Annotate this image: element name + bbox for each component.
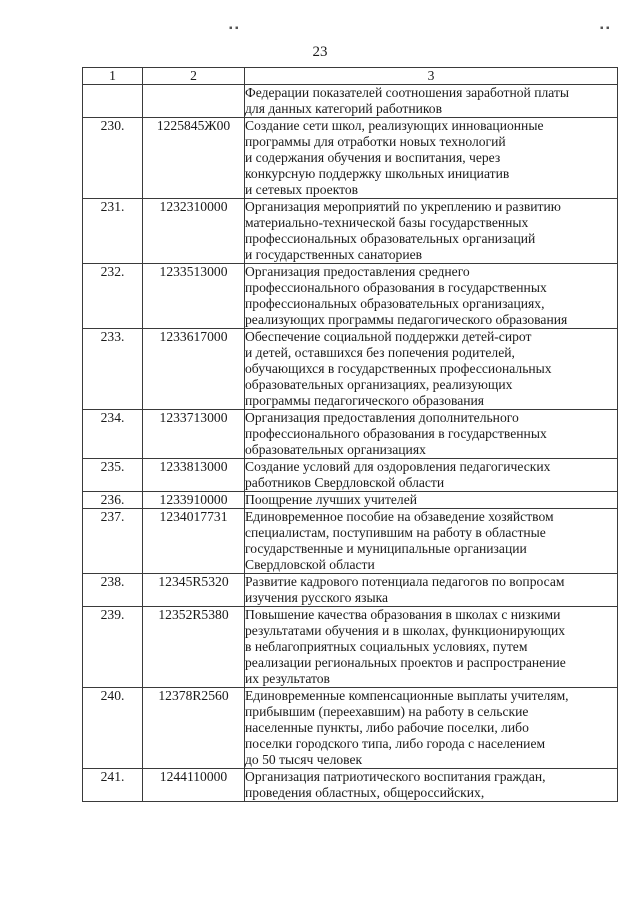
description [245, 607, 618, 688]
description-line: до 50 тысяч человек [245, 752, 363, 767]
description-line: прибывшим (переехавшим) на работу в сельские [245, 704, 529, 719]
description-line: изучения русского языка [245, 590, 389, 605]
scan-speck: ▪ ▪ [600, 23, 610, 34]
table-row [83, 199, 618, 264]
table-row [83, 85, 618, 118]
row-number: 240. [83, 688, 143, 769]
description [245, 492, 618, 509]
row-number: 239. [83, 607, 143, 688]
description-line: реализации региональных проектов и распространение [245, 655, 566, 670]
description-line: Создание условий для оздоровления педагогических [245, 459, 551, 474]
target-code: 1233813000 [143, 459, 245, 492]
row-number: 231. [83, 199, 143, 264]
target-code: 12378R2560 [143, 688, 245, 769]
description-line: Развитие кадрового потенциала педагогов по вопросам [245, 574, 565, 589]
description-line: профессионального образования в государственных [245, 280, 547, 295]
description [245, 118, 618, 199]
description-line: Повышение качества образования в школах с низкими [245, 607, 561, 622]
description-line: реализующих программы педагогического образования [245, 312, 568, 327]
description [245, 199, 618, 264]
target-code: 12345R5320 [143, 574, 245, 607]
description-line: результатами обучения и в школах, функционирующих [245, 623, 566, 638]
description-line: Единовременные компенсационные выплаты учителям, [245, 688, 569, 703]
description [245, 688, 618, 769]
description-line: Организация предоставления дополнительного [245, 410, 519, 425]
description-line: Свердловской области [245, 557, 375, 572]
description-line: поселки городского типа, либо города с населением [245, 736, 546, 751]
description-line: обучающихся в государственных профессиональных [245, 361, 552, 376]
row-number [83, 85, 143, 118]
table-row [83, 574, 618, 607]
table-row [83, 769, 618, 802]
description [245, 509, 618, 574]
table-header-row [83, 68, 618, 85]
table-row [83, 509, 618, 574]
target-code: 1233910000 [143, 492, 245, 509]
description-line: Организация мероприятий по укреплению и развитию [245, 199, 561, 214]
scan-speck: ▪ ▪ [229, 23, 239, 34]
row-number: 230. [83, 118, 143, 199]
description-line: образовательных организациях [245, 442, 426, 457]
row-number: 233. [83, 329, 143, 410]
description-line: Организация предоставления среднего [245, 264, 470, 279]
target-code: 1233513000 [143, 264, 245, 329]
row-number: 237. [83, 509, 143, 574]
description-line: Единовременное пособие на обзаведение хозяйством [245, 509, 554, 524]
description-line: Организация патриотического воспитания граждан, [245, 769, 546, 784]
target-code: 1234017731 [143, 509, 245, 574]
description-line: для данных категорий работников [245, 101, 442, 116]
description [245, 410, 618, 459]
description-line: и детей, оставшихся без попечения родителей, [245, 345, 515, 360]
description [245, 574, 618, 607]
target-code: 1232310000 [143, 199, 245, 264]
description-line: населенные пункты, либо рабочие поселки, либо [245, 720, 529, 735]
table-row [83, 329, 618, 410]
description-line: программы педагогического образования [245, 393, 485, 408]
description-line: Федерации показателей соотношения заработной платы [245, 85, 570, 100]
row-number: 241. [83, 769, 143, 802]
description-line: их результатов [245, 671, 330, 686]
column-header-1: 1 [83, 68, 143, 85]
row-number: 232. [83, 264, 143, 329]
table-row [83, 410, 618, 459]
description-line: профессиональных образовательных организациях, [245, 296, 545, 311]
appropriations-table [82, 67, 618, 802]
description-line: Поощрение лучших учителей [245, 492, 418, 507]
description [245, 459, 618, 492]
target-code: 1244110000 [143, 769, 245, 802]
target-code: 1225845Ж00 [143, 118, 245, 199]
target-code [143, 85, 245, 118]
description-line: программы для отработки новых технологий [245, 134, 506, 149]
page-number: 23 [312, 44, 328, 60]
target-code: 12352R5380 [143, 607, 245, 688]
row-number: 235. [83, 459, 143, 492]
description [245, 85, 618, 118]
table-row [83, 492, 618, 509]
description-line: и сетевых проектов [245, 182, 359, 197]
row-number: 238. [83, 574, 143, 607]
description-line: образовательных организациях, реализующих [245, 377, 513, 392]
description [245, 769, 618, 802]
description-line: работников Свердловской области [245, 475, 445, 490]
table-row [83, 607, 618, 688]
description [245, 264, 618, 329]
column-header-2: 2 [143, 68, 245, 85]
description-line: Обеспечение социальной поддержки детей-сирот [245, 329, 532, 344]
description-line: в неблагоприятных социальных условиях, путем [245, 639, 528, 654]
description-line: специалистам, поступившим на работу в областные [245, 525, 546, 540]
column-header-3: 3 [245, 68, 618, 85]
description-line: Создание сети школ, реализующих инновационные [245, 118, 544, 133]
target-code: 1233617000 [143, 329, 245, 410]
table-row [83, 688, 618, 769]
description-line: профессионального образования в государственных [245, 426, 547, 441]
table-row [83, 459, 618, 492]
description [245, 329, 618, 410]
description-line: конкурсную поддержку школьных инициатив [245, 166, 510, 181]
description-line: государственные и муниципальные организации [245, 541, 527, 556]
description-line: и содержания обучения и воспитания, через [245, 150, 501, 165]
description-line: материально-технической базы государственных [245, 215, 529, 230]
row-number: 236. [83, 492, 143, 509]
description-line: проведения областных, общероссийских, [245, 785, 485, 800]
description-line: и государственных санаториев [245, 247, 423, 262]
target-code: 1233713000 [143, 410, 245, 459]
description-line: профессиональных образовательных организаций [245, 231, 536, 246]
table-row [83, 264, 618, 329]
row-number: 234. [83, 410, 143, 459]
table-row [83, 118, 618, 199]
